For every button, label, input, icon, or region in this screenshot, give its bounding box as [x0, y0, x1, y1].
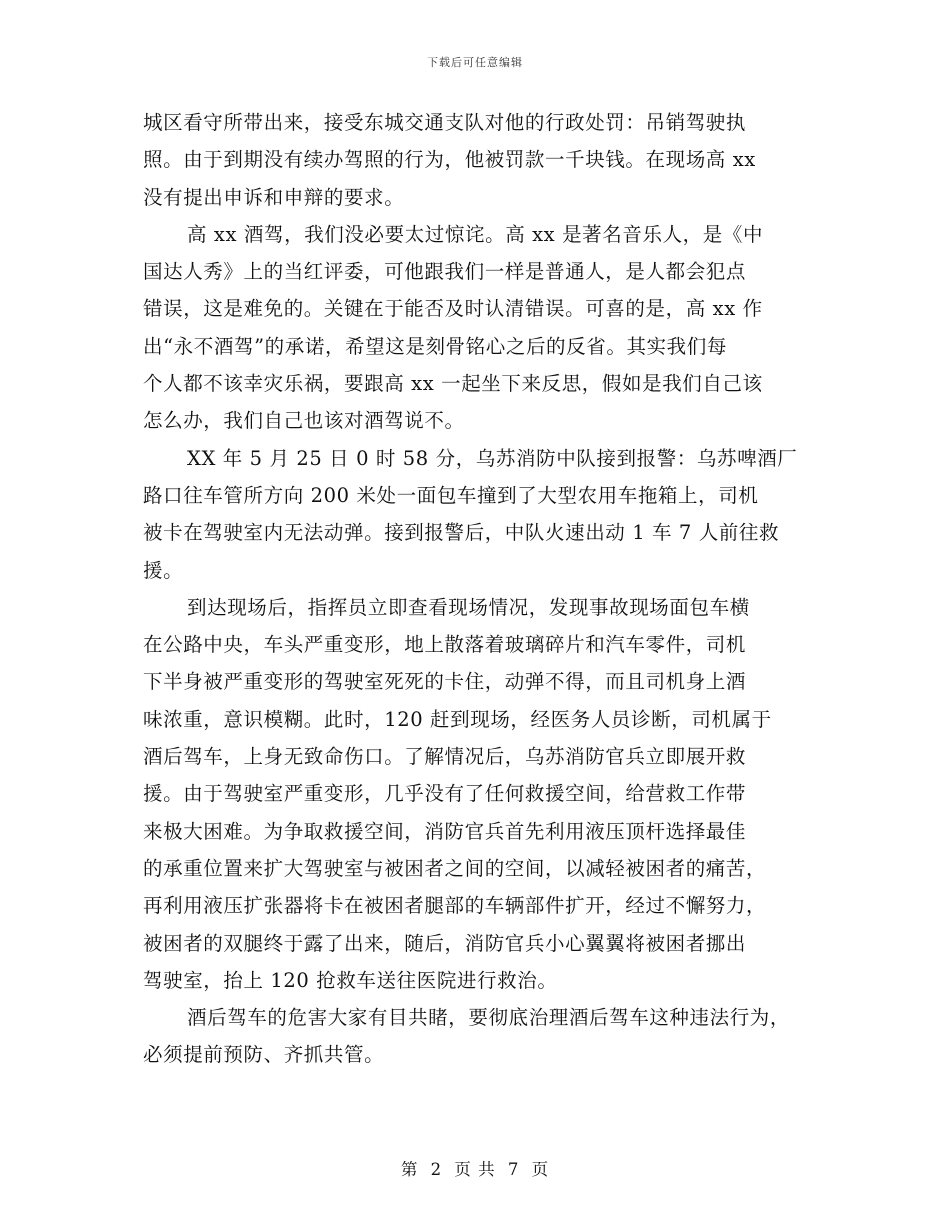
page-header: 下载后可任意编辑 [427, 56, 523, 69]
text-line: 国达人秀》上的当红评委，可他跟我们一样是普通人，是人都会犯点 [143, 260, 747, 284]
footer-prefix: 第 [400, 1160, 419, 1179]
text-line: 出“永不酒驾”的承诺，希望这是刻骨铭心之后的反省。其实我们每 [143, 334, 727, 358]
text-line: 酒后驾车，上身无致命伤口。了解情况后，乌苏消防官兵立即展开救 [143, 745, 747, 769]
text-line: 的承重位置来扩大驾驶室与被困者之间的空间，以减轻被困者的痛苦， [143, 856, 767, 880]
text-line: XX 年 5 月 25 日 0 时 58 分，乌苏消防中队接到报警：乌苏啤酒厂 [187, 446, 798, 470]
text-line: 酒后驾车的危害大家有目共睹，要彻底治理酒后驾车这种违法行为， [187, 1006, 791, 1030]
footer-middle: 页 共 [454, 1160, 496, 1179]
page-number: 2 [430, 1160, 443, 1179]
text-line: 没有提出申诉和申辩的要求。 [143, 185, 405, 209]
text-line: 错误，这是难免的。关键在于能否及时认清错误。可喜的是，高 xx 作 [143, 297, 763, 321]
text-line: 援。 [143, 558, 184, 582]
text-line: 驾驶室，抬上 120 抢救车送往医院进行救治。 [143, 968, 558, 992]
text-line: 味浓重，意识模糊。此时，120 赶到现场，经医务人员诊断，司机属于 [143, 707, 772, 731]
text-line: 援。由于驾驶室严重变形，几乎没有了任何救援空间，给营救工作带 [143, 782, 747, 806]
text-line: 路口往车管所方向 200 米处一面包车撞到了大型农用车拖箱上，司机 [143, 483, 759, 507]
text-line: 被卡在驾驶室内无法动弹。接到报警后，中队火速出动 1 车 7 人前往救 [143, 521, 780, 545]
text-line: 必须提前预防、齐抓共管。 [143, 1043, 385, 1067]
document-body [143, 104, 813, 1074]
text-line: 高 xx 酒驾，我们没必要太过惊诧。高 xx 是著名音乐人，是《中 [187, 222, 764, 246]
text-line: 再利用液压扩张器将卡在被困者腿部的车辆部件扩开，经过不懈努力， [143, 894, 767, 918]
text-line: 来极大困难。为争取救援空间，消防官兵首先利用液压顶杆选择最佳 [143, 819, 747, 843]
footer-suffix: 页 [531, 1160, 550, 1179]
text-line: 怎么办，我们自己也该对酒驾说不。 [143, 409, 465, 433]
text-line: 到达现场后，指挥员立即查看现场情况，发现事故现场面包车横 [187, 595, 750, 619]
text-line: 城区看守所带出来，接受东城交通支队对他的行政处罚：吊销驾驶执 [143, 111, 747, 134]
text-line: 被困者的双腿终于露了出来，随后，消防官兵小心翼翼将被困者挪出 [143, 931, 747, 955]
text-line: 下半身被严重变形的驾驶室死死的卡住，动弹不得，而且司机身上酒 [143, 670, 747, 694]
text-line: 在公路中央，车头严重变形，地上散落着玻璃碎片和汽车零件，司机 [143, 633, 747, 657]
text-line: 个人都不该幸灾乐祸，要跟高 xx 一起坐下来反思，假如是我们自己该 [143, 372, 763, 396]
total-pages: 7 [507, 1160, 520, 1179]
page-footer [0, 1156, 950, 1180]
text-line: 照。由于到期没有续办驾照的行为，他被罚款一千块钱。在现场高 xx [143, 148, 756, 172]
